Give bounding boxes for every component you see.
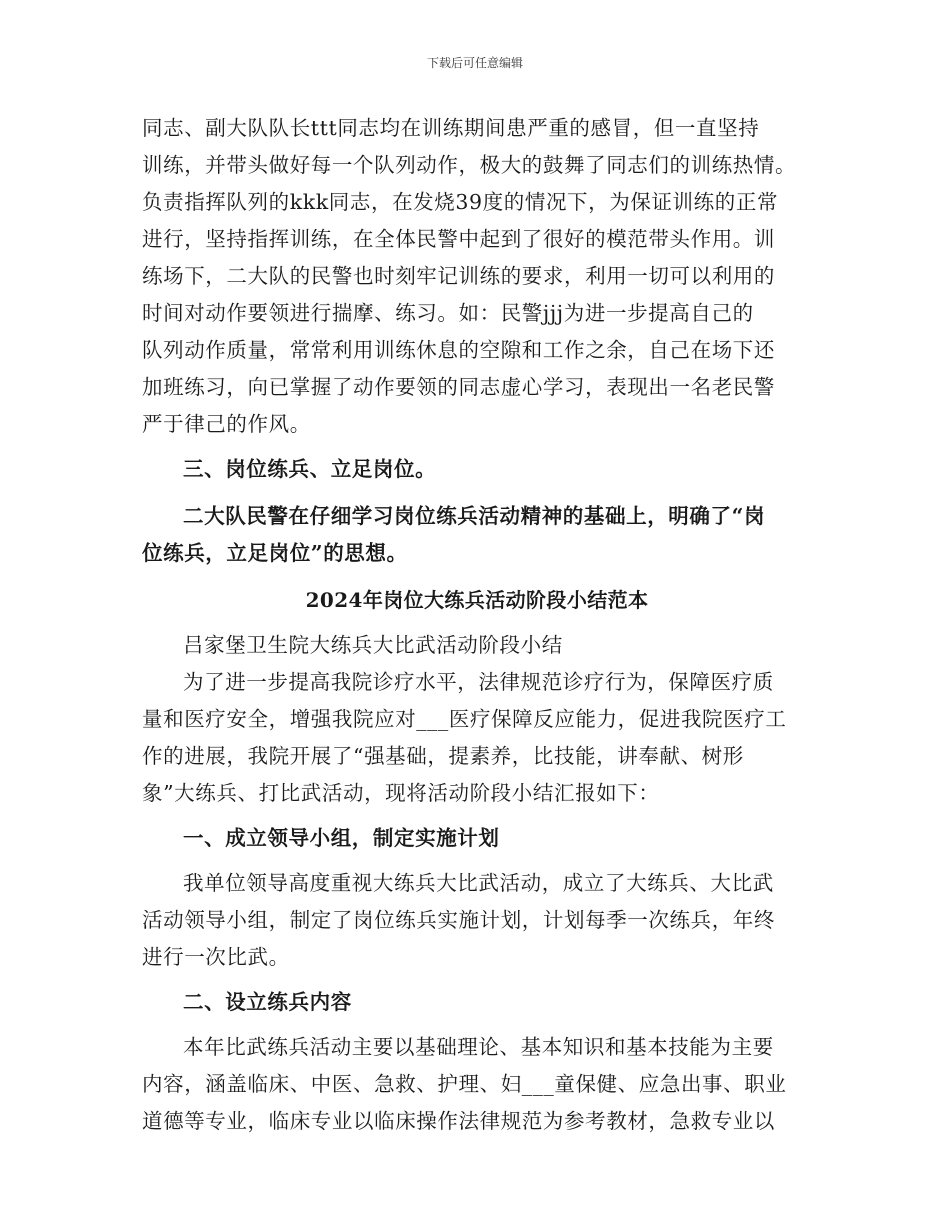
text-line: 为了进一步提高我院诊疗水平，法律规范诊疗行为，保障医疗质 bbox=[183, 670, 774, 694]
text-line: 练场下，二大队的民警也时刻牢记训练的要求，利用一切可以利用的 bbox=[142, 264, 775, 288]
text-line: 象”大练兵、打比武活动，现将活动阶段小结汇报如下： bbox=[142, 781, 660, 805]
section-heading: 三、岗位练兵、立足岗位。 bbox=[183, 457, 437, 481]
text-line: 同志、副大队队长ttt同志均在训练期间患严重的感冒，但一直坚持 bbox=[142, 116, 760, 140]
text-line: 加班练习，向已掌握了动作要领的同志虚心学习，表现出一名老民警 bbox=[142, 375, 775, 399]
document-subtitle: 吕家堡卫生院大练兵大比武活动阶段小结 bbox=[183, 633, 563, 657]
text-line: 内容，涵盖临床、中医、急救、护理、妇___童保健、应急出事、职业 bbox=[142, 1072, 787, 1096]
text-line: 活动领导小组，制定了岗位练兵实施计划，计划每季一次练兵，年终 bbox=[142, 908, 775, 932]
text-line: 本年比武练兵活动主要以基础理论、基本知识和基本技能为主要 bbox=[183, 1035, 774, 1059]
section-three bbox=[142, 451, 812, 572]
document-body bbox=[142, 110, 812, 1140]
text-line: 作的进展，我院开展了“强基础，提素养，比技能，讲奉献、树形 bbox=[142, 744, 744, 768]
section-heading: 二、设立练兵内容 bbox=[183, 990, 352, 1014]
text-line: 严于律己的作风。 bbox=[142, 412, 311, 436]
text-line: 负责指挥队列的kkk同志，在发烧39度的情况下，为保证训练的正常 bbox=[142, 190, 779, 214]
text-line: 量和医疗安全，增强我院应对___医疗保障反应能力，促进我院医疗工 bbox=[142, 707, 787, 731]
text-line: 进行，坚持指挥训练，在全体民警中起到了很好的模范带头作用。训 bbox=[142, 227, 775, 251]
document-title: 2024年岗位大练兵活动阶段小结范本 bbox=[305, 588, 649, 612]
part-one bbox=[142, 820, 812, 976]
text-line: 我单位领导高度重视大练兵大比武活动，成立了大练兵、大比武 bbox=[183, 871, 774, 895]
continued-paragraph bbox=[142, 110, 812, 443]
text-line: 队列动作质量，常常利用训练休息的空隙和工作之余，自己在场下还 bbox=[142, 338, 775, 362]
text-line: 二大队民警在仔细学习岗位练兵活动精神的基础上，明确了“岗 bbox=[183, 504, 766, 528]
text-line: 时间对动作要领进行揣摩、练习。如：民警jjj为进一步提高自己的 bbox=[142, 301, 754, 325]
text-line: 道德等专业，临床专业以临床操作法律规范为参考教材，急救专业以 bbox=[142, 1109, 775, 1133]
text-line: 训练，并带头做好每一个队列动作，极大的鼓舞了同志们的训练热情。 bbox=[142, 153, 797, 177]
text-line: 进行一次比武。 bbox=[142, 945, 290, 969]
part-two bbox=[142, 984, 812, 1140]
intro-paragraph bbox=[142, 664, 812, 812]
text-line: 位练兵，立足岗位”的思想。 bbox=[142, 541, 408, 565]
section-heading: 一、成立领导小组，制定实施计划 bbox=[183, 826, 500, 850]
page-header: 下载后可任意编辑 bbox=[426, 56, 523, 70]
